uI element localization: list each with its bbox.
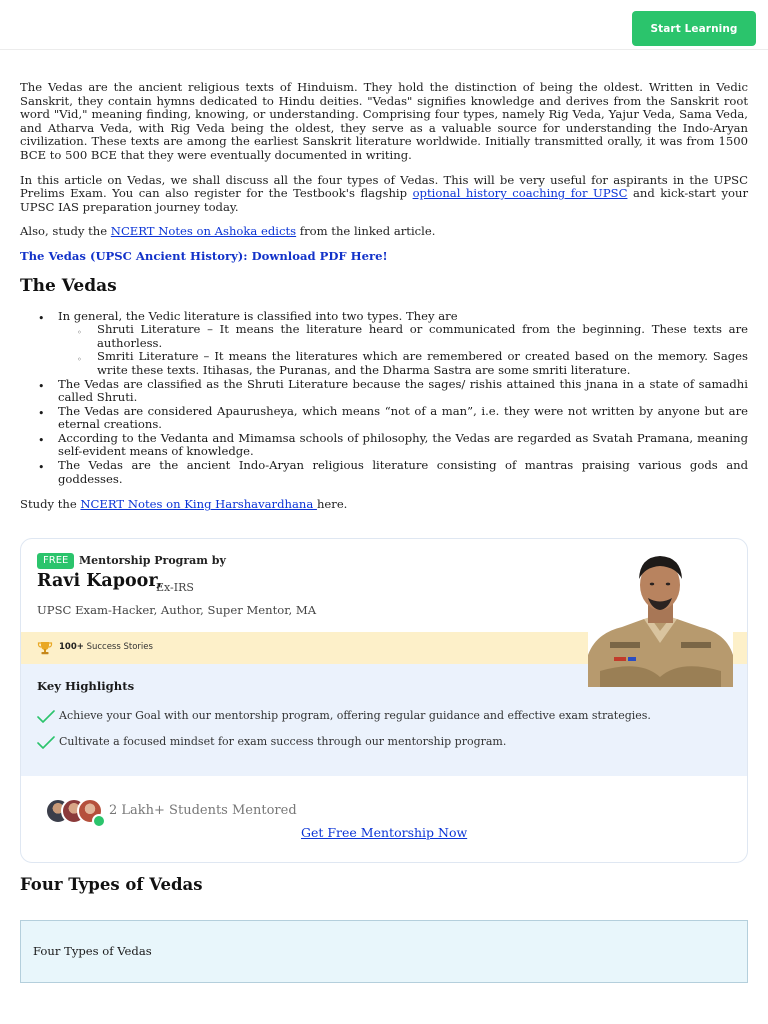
text-fragment: from the linked article. [296, 224, 436, 239]
harshavardhana-study-paragraph [20, 498, 748, 512]
list-item: • According to the Vedanta and Mimamsa schools of philosophy, the Vedas are regarded as Svatah Pramana, meaning self-evident means of knowledge. [58, 432, 748, 459]
online-indicator [92, 814, 106, 828]
text-fragment: In this article on Vedas, we shall discuss all the four types of Vedas. This will be very useful for aspirants in the UPSC Prelims Exam. You can also register for the Testbook's flagship [20, 172, 748, 201]
trophy-icon [37, 640, 53, 656]
top-bar [0, 0, 768, 50]
start-learning-button[interactable]: Start Learning [632, 11, 756, 46]
section-title-the-vedas: The Vedas [20, 275, 117, 296]
section-title-four-types: Four Types of Vedas [20, 875, 203, 894]
text-fragment: Study the [20, 497, 81, 512]
get-free-mentorship-link[interactable]: Get Free Mentorship Now [301, 825, 468, 840]
list-item: • The Vedas are considered Apaurusheya, which means “not of a man”, i.e. they were not written by anyone but are eternal creations. [58, 405, 748, 432]
highlight-text: Cultivate a focused mindset for exam success through our mentorship program. [59, 735, 507, 749]
sub-list-item: ◦ Shruti Literature – It means the literature heard or communicated from the beginning. These texts are authorless. [97, 323, 748, 350]
list-item: • The Vedas are classified as the Shruti Literature because the sages/ rishis attained this jnana in a state of samadhi called Shruti. [58, 378, 748, 405]
students-mentored-count: 2 Lakh+ Students Mentored [109, 803, 297, 818]
student-avatars [45, 797, 111, 831]
stories-count: 100+ [59, 642, 84, 652]
success-stories-text [59, 641, 153, 655]
stories-label: Success Stories [83, 642, 153, 652]
mentor-role: Ex-IRS [156, 581, 194, 594]
text-fragment: Also, study the [20, 224, 111, 239]
article-content [20, 81, 748, 512]
intro-paragraph: The Vedas are the ancient religious texts of Hinduism. They hold the distinction of being the oldest. Written in Vedic Sanskrit, they contain hymns dedicated to Hindu deities. "Vedas" signifies knowledge and derives from the Sanskrit root word "Vid," meaning finding, knowing, or understanding. Comprising four types, namely Rig Veda, Yajur Veda, Sama Veda, and Atharva Veda, with Rig Veda being the oldest, they serve as a valuable source for understanding the Indo-Aryan civilization. These texts are among the earliest Sanskrit literature worldwide. Initially transmitted orally, it was from 1500 BCE to 500 BCE that they were eventually documented in writing. [20, 80, 748, 162]
ncert-harshavardhana-link[interactable]: NCERT Notes on King Harshavardhana [80, 497, 317, 512]
mentor-photo [588, 547, 733, 687]
mentorship-program-label: Mentorship Program by [79, 554, 226, 567]
pdf-paragraph [20, 250, 748, 264]
ncert-ashoka-link[interactable]: NCERT Notes on Ashoka edicts [110, 224, 297, 239]
mentor-description: UPSC Exam-Hacker, Author, Super Mentor, MA [37, 603, 317, 617]
optional-history-coaching-link[interactable]: optional history coaching for UPSC [412, 186, 628, 201]
mentor-name: Ravi Kapoor, [37, 571, 163, 591]
highlight-text: Achieve your Goal with our mentorship program, offering regular guidance and effective exam strategies. [59, 709, 651, 723]
text-fragment: here. [316, 497, 348, 512]
ashoka-study-paragraph [20, 225, 748, 239]
table-of-contents-box[interactable] [20, 920, 748, 983]
check-icon [37, 735, 55, 749]
download-pdf-link[interactable]: The Vedas (UPSC Ancient History): Download PDF Here! [20, 248, 388, 263]
list-item [58, 310, 748, 378]
text-fragment: and kick-start your UPSC IAS preparation journey today. [20, 186, 749, 214]
free-badge: FREE [37, 553, 74, 569]
list-item-text: In general, the Vedic literature is classified into two types. They are [58, 308, 458, 323]
key-highlights-title: Key Highlights [37, 679, 135, 693]
highlight-item [37, 709, 651, 723]
highlight-item [37, 735, 506, 749]
sub-list-item: ◦ Smriti Literature – It means the literatures which are remembered or created based on the memory. Sages write these texts. Itihasas, the Puranas, and the Dharma Sastra are some smriti literature. [97, 350, 748, 377]
list-item: • The Vedas are the ancient Indo-Aryan religious literature consisting of mantras praising various gods and goddesses. [58, 459, 748, 486]
sub-bullet-list [58, 323, 748, 377]
mentorship-card [20, 538, 748, 863]
vedas-bullet-list [20, 310, 748, 487]
article-scope-paragraph [20, 174, 748, 215]
toc-label: Four Types of Vedas [33, 944, 152, 958]
check-icon [37, 709, 55, 723]
